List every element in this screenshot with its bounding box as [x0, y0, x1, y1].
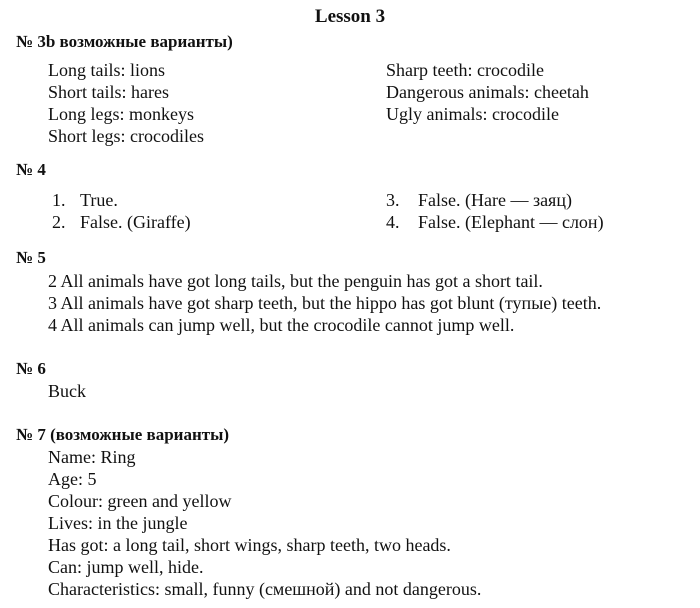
ex3b-left-line: Long tails: lions — [48, 60, 165, 80]
ex4-item-answer: True. — [80, 190, 118, 210]
ex7-line: Name: Ring — [48, 447, 136, 467]
ex4-item-answer: False. (Elephant — слон) — [418, 212, 604, 232]
exercise-6-heading: № 6 — [16, 359, 46, 378]
ex7-line: Lives: in the jungle — [48, 513, 188, 533]
ex7-line: Has got: a long tail, short wings, sharp teeth, two heads. — [48, 535, 451, 555]
ex4-item-number: 4. — [386, 212, 400, 232]
exercise-3b-heading: № 3b возможные варианты) — [16, 32, 233, 51]
ex3b-right-line: Ugly animals: crocodile — [386, 104, 559, 124]
ex5-line: 4 All animals can jump well, but the crocodile cannot jump well. — [48, 315, 515, 335]
ex7-line: Age: 5 — [48, 469, 97, 489]
ex4-item-answer: False. (Giraffe) — [80, 212, 191, 232]
ex4-item-number: 1. — [52, 190, 66, 210]
ex4-item-answer: False. (Hare — заяц) — [418, 190, 572, 210]
lesson-title: Lesson 3 — [314, 6, 386, 27]
ex4-item-number: 3. — [386, 190, 400, 210]
exercise-4-heading: № 4 — [16, 160, 46, 179]
ex7-line: Characteristics: small, funny (смешной) and not dangerous. — [48, 579, 482, 599]
ex3b-left-line: Short tails: hares — [48, 82, 169, 102]
ex6-answer: Buck — [48, 381, 86, 401]
ex3b-left-line: Short legs: crocodiles — [48, 126, 204, 146]
ex7-line: Colour: green and yellow — [48, 491, 232, 511]
ex7-line: Can: jump well, hide. — [48, 557, 204, 577]
ex3b-right-line: Sharp teeth: crocodile — [386, 60, 544, 80]
ex3b-left-line: Long legs: monkeys — [48, 104, 194, 124]
ex4-item-number: 2. — [52, 212, 66, 232]
ex5-line: 3 All animals have got sharp teeth, but the hippo has got blunt (тупые) teeth. — [48, 293, 602, 313]
exercise-5-heading: № 5 — [16, 248, 46, 267]
ex5-line: 2 All animals have got long tails, but the penguin has got a short tail. — [48, 271, 543, 291]
exercise-7-heading: № 7 (возможные варианты) — [16, 425, 230, 444]
ex3b-right-line: Dangerous animals: cheetah — [386, 82, 589, 102]
